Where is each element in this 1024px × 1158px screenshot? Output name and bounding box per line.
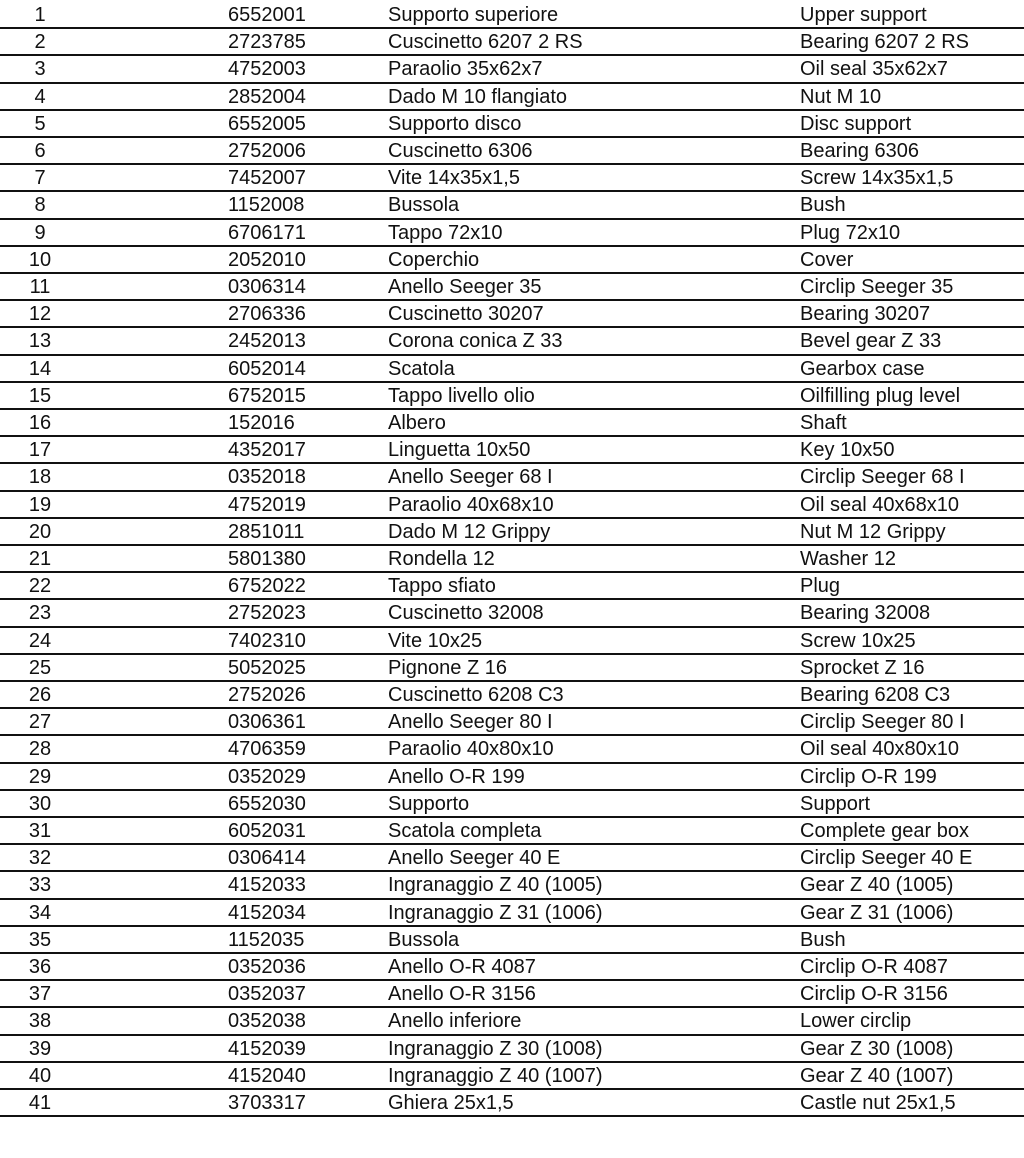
table-row (0, 1008, 1024, 1035)
item-number: 11 (29, 276, 51, 298)
description-italian: Rondella 12 (388, 548, 495, 570)
part-code: 2752026 (228, 684, 306, 706)
part-code: 0352018 (228, 466, 306, 489)
table-row (0, 192, 1024, 219)
description-italian: Cuscinetto 6207 2 RS (388, 31, 583, 54)
item-number: 39 (28, 1037, 52, 1060)
description-english: Gear Z 30 (1008) (800, 1037, 954, 1060)
part-code: 4152034 (228, 901, 306, 924)
description-english: Circlip O-R 4087 (800, 956, 948, 978)
table-row (0, 165, 1024, 192)
part-code: 6552001 (228, 4, 306, 26)
table-row (0, 301, 1024, 328)
description-english: Circlip Seeger 40 E (800, 847, 973, 870)
part-code: 6052031 (228, 820, 306, 842)
description-english: Circlip O-R 199 (800, 765, 937, 788)
description-english: Bush (800, 194, 846, 217)
part-code: 4752003 (228, 58, 306, 81)
item-number: 15 (28, 384, 52, 407)
description-english: Bearing 6207 2 RS (800, 31, 970, 54)
part-code: 1152008 (228, 194, 305, 217)
part-code: 1152035 (228, 928, 305, 951)
description-italian: Anello O-R 199 (388, 765, 525, 788)
description-english: Oil seal 40x80x10 (800, 738, 959, 761)
description-italian: Anello Seeger 80 I (388, 711, 553, 734)
item-number: 31 (28, 820, 52, 842)
part-code: 6752015 (228, 384, 306, 407)
part-code: 6552005 (228, 112, 306, 135)
table-row (0, 2, 1024, 29)
description-italian: Tappo 72x10 (388, 221, 503, 244)
part-code: 2706336 (228, 303, 306, 326)
part-code: 0306414 (228, 847, 306, 870)
table-row (0, 29, 1024, 56)
item-number: 41 (28, 1092, 52, 1114)
description-italian: Cuscinetto 6208 C3 (388, 684, 564, 706)
item-number: 40 (28, 1064, 52, 1087)
table-row (0, 600, 1024, 627)
description-italian: Linguetta 10x50 (388, 439, 531, 462)
part-code: 4706359 (228, 738, 306, 761)
item-number: 37 (28, 983, 52, 1006)
description-english: Screw 10x25 (800, 629, 916, 652)
item-number: 3 (34, 58, 46, 81)
part-code: 5801380 (228, 548, 306, 570)
item-number: 21 (28, 548, 52, 570)
table-row (0, 872, 1024, 899)
table-row (0, 709, 1024, 736)
table-row (0, 274, 1024, 301)
description-italian: Supporto disco (388, 112, 522, 135)
table-row (0, 791, 1024, 818)
description-english: Circlip Seeger 80 I (800, 711, 965, 734)
item-number: 9 (34, 221, 46, 244)
description-italian: Coperchio (388, 248, 480, 271)
description-italian: Anello inferiore (388, 1010, 522, 1033)
description-italian: Paraolio 40x68x10 (388, 493, 554, 516)
item-number: 4 (34, 85, 46, 108)
description-italian: Scatola (388, 357, 455, 380)
item-number: 5 (34, 112, 46, 135)
description-english: Circlip Seeger 68 I (800, 466, 965, 489)
table-row (0, 383, 1024, 410)
description-italian: Anello O-R 4087 (388, 956, 536, 978)
description-italian: Ingranaggio Z 40 (1007) (388, 1064, 603, 1087)
table-row (0, 492, 1024, 519)
description-italian: Tappo sfiato (388, 575, 496, 598)
item-number: 8 (34, 194, 46, 217)
description-english: Circlip Seeger 35 (800, 276, 954, 298)
description-english: Gear Z 40 (1007) (800, 1064, 954, 1087)
item-number: 2 (34, 31, 46, 54)
description-italian: Tappo livello olio (388, 384, 535, 407)
part-code: 6706171 (228, 221, 306, 244)
description-english: Gearbox case (800, 357, 925, 380)
description-italian: Cuscinetto 30207 (388, 303, 544, 326)
item-number: 26 (28, 684, 52, 706)
table-row (0, 56, 1024, 83)
table-row (0, 573, 1024, 600)
description-english: Disc support (800, 112, 912, 135)
description-italian: Supporto superiore (388, 4, 559, 26)
item-number: 24 (28, 629, 52, 652)
description-english: Oilfilling plug level (800, 384, 961, 407)
part-code: 2452013 (228, 330, 306, 353)
part-code: 4352017 (228, 439, 306, 462)
table-row (0, 927, 1024, 954)
description-english: Oil seal 40x68x10 (800, 493, 959, 516)
part-code: 5052025 (228, 656, 306, 679)
item-number: 18 (28, 466, 52, 489)
part-code: 0352038 (228, 1010, 306, 1033)
description-italian: Corona conica Z 33 (388, 330, 563, 353)
table-row (0, 900, 1024, 927)
table-row (0, 954, 1024, 981)
table-row (0, 628, 1024, 655)
item-number: 14 (28, 357, 52, 380)
part-code: 7402310 (228, 629, 306, 652)
item-number: 23 (28, 602, 52, 625)
table-row (0, 764, 1024, 791)
part-code: 2852004 (228, 85, 306, 108)
part-code: 2851011 (228, 520, 305, 543)
description-italian: Ingranaggio Z 40 (1005) (388, 874, 603, 897)
description-english: Lower circlip (800, 1010, 912, 1033)
part-code: 0352036 (228, 956, 306, 978)
table-row (0, 220, 1024, 247)
description-italian: Bussola (388, 194, 460, 217)
item-number: 12 (28, 303, 52, 326)
description-italian: Albero (388, 412, 446, 434)
table-row (0, 546, 1024, 573)
description-english: Complete gear box (800, 820, 969, 842)
part-code: 6752022 (228, 575, 306, 598)
table-row (0, 84, 1024, 111)
part-code: 7452007 (228, 167, 306, 190)
description-english: Support (800, 792, 871, 815)
description-italian: Anello O-R 3156 (388, 983, 536, 1006)
description-english: Key 10x50 (800, 439, 895, 462)
description-italian: Anello Seeger 40 E (388, 847, 561, 870)
description-italian: Anello Seeger 68 I (388, 466, 553, 489)
description-english: Plug (800, 575, 841, 598)
part-code: 4152039 (228, 1037, 306, 1060)
item-number: 19 (28, 493, 52, 516)
description-english: Castle nut 25x1,5 (800, 1092, 956, 1114)
description-english: Gear Z 40 (1005) (800, 874, 954, 897)
description-italian: Cuscinetto 32008 (388, 602, 544, 625)
description-english: Bearing 32008 (800, 602, 931, 625)
description-italian: Ghiera 25x1,5 (388, 1092, 514, 1114)
item-number: 27 (28, 711, 52, 734)
description-english: Nut M 10 (800, 85, 882, 108)
item-number: 17 (28, 439, 52, 462)
description-english: Upper support (800, 4, 927, 26)
table-row (0, 1090, 1024, 1117)
description-english: Sprocket Z 16 (800, 656, 925, 679)
part-code: 152016 (228, 412, 295, 434)
description-english: Cover (800, 248, 854, 271)
description-english: Nut M 12 Grippy (800, 520, 946, 543)
description-italian: Pignone Z 16 (388, 656, 507, 679)
description-english: Circlip O-R 3156 (800, 983, 948, 1006)
part-code: 4752019 (228, 493, 306, 516)
description-english: Bush (800, 928, 846, 951)
item-number: 28 (28, 738, 52, 761)
item-number: 7 (34, 167, 46, 190)
description-english: Bearing 6306 (800, 140, 919, 162)
description-italian: Cuscinetto 6306 (388, 140, 533, 162)
table-row (0, 410, 1024, 437)
description-english: Gear Z 31 (1006) (800, 901, 954, 924)
item-number: 32 (28, 847, 52, 870)
item-number: 22 (28, 575, 52, 598)
description-english: Oil seal 35x62x7 (800, 58, 948, 81)
part-code: 4152033 (228, 874, 306, 897)
description-english: Bearing 30207 (800, 303, 931, 326)
description-italian: Anello Seeger 35 (388, 276, 542, 298)
description-english: Plug 72x10 (800, 221, 901, 244)
part-code: 0306314 (228, 276, 306, 298)
description-english: Screw 14x35x1,5 (800, 167, 954, 190)
item-number: 29 (28, 765, 52, 788)
table-row (0, 138, 1024, 165)
description-italian: Supporto (388, 792, 470, 815)
part-code: 2723785 (228, 31, 306, 54)
description-italian: Vite 10x25 (388, 629, 483, 652)
part-code: 6052014 (228, 357, 306, 380)
row-divider (0, 1115, 1024, 1117)
description-english: Bevel gear Z 33 (800, 330, 942, 353)
table-row (0, 464, 1024, 491)
item-number: 34 (28, 901, 52, 924)
part-code: 0306361 (228, 711, 306, 734)
item-number: 16 (28, 412, 52, 434)
part-code: 4152040 (228, 1064, 306, 1087)
table-row (0, 818, 1024, 845)
part-code: 6552030 (228, 792, 306, 815)
item-number: 25 (28, 656, 52, 679)
description-italian: Dado M 12 Grippy (388, 520, 551, 543)
item-number: 30 (28, 792, 52, 815)
table-row (0, 682, 1024, 709)
description-italian: Paraolio 35x62x7 (388, 58, 543, 81)
description-italian: Ingranaggio Z 31 (1006) (388, 901, 603, 924)
table-row (0, 1063, 1024, 1090)
item-number: 13 (28, 330, 52, 353)
item-number: 10 (28, 248, 52, 271)
table-row (0, 111, 1024, 138)
part-code: 3703317 (228, 1092, 306, 1114)
part-code: 0352029 (228, 765, 306, 788)
description-english: Bearing 6208 C3 (800, 684, 951, 706)
item-number: 6 (34, 140, 46, 162)
item-number: 36 (28, 956, 52, 978)
description-italian: Vite 14x35x1,5 (388, 167, 520, 190)
item-number: 35 (28, 928, 52, 951)
part-code: 2752023 (228, 602, 306, 625)
table-row (0, 845, 1024, 872)
description-italian: Dado M 10 flangiato (388, 85, 568, 108)
table-row (0, 247, 1024, 274)
table-row (0, 356, 1024, 383)
item-number: 20 (28, 520, 52, 543)
part-code: 0352037 (228, 983, 306, 1006)
description-english: Shaft (800, 412, 847, 434)
part-code: 2752006 (228, 140, 306, 162)
table-row (0, 1036, 1024, 1063)
table-row (0, 736, 1024, 763)
part-code: 2052010 (228, 248, 306, 271)
table-row (0, 437, 1024, 464)
table-row (0, 519, 1024, 546)
item-number: 33 (28, 874, 52, 897)
item-number: 1 (34, 4, 46, 26)
description-italian: Ingranaggio Z 30 (1008) (388, 1037, 603, 1060)
table-row (0, 655, 1024, 682)
description-english: Washer 12 (800, 548, 896, 570)
item-number: 38 (28, 1010, 52, 1033)
table-row (0, 981, 1024, 1008)
table-row (0, 328, 1024, 355)
description-italian: Bussola (388, 928, 460, 951)
description-italian: Paraolio 40x80x10 (388, 738, 554, 761)
description-italian: Scatola completa (388, 820, 542, 842)
